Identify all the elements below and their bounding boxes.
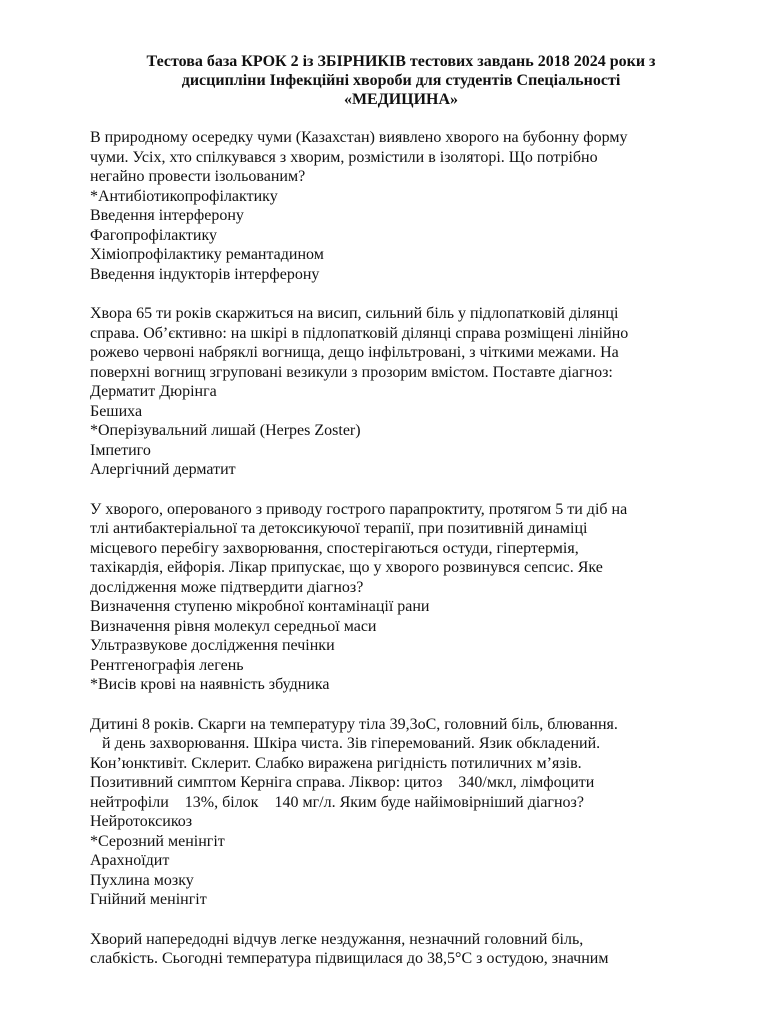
question-text-line: нейтрофіли 13%, білок 140 мг/л. Яким буде найімовірніший діагноз?	[90, 793, 584, 811]
answer-option: Фагопрофілактику	[90, 226, 218, 244]
question-text-line: Кон’юнктивіт. Склерит. Слабко виражена ригідність потиличних м’язів.	[90, 754, 582, 772]
question-block	[90, 304, 712, 480]
answer-option: Введення індукторів інтерферону	[90, 265, 320, 283]
answer-option: Визначення рівня молекул середньої маси	[90, 617, 377, 635]
question-text	[90, 304, 712, 382]
question-text-line: У хворого, оперованого з приводу гострого парапроктиту, протягом 5 ти діб на	[90, 500, 628, 518]
answer-option: Ультразвукове дослідження печінки	[90, 637, 335, 654]
question-text-line: Хвора 65 ти років скаржиться на висип, сильний біль у підлопатковій ділянці	[90, 305, 619, 322]
question-text-line: тлі антибактеріальної та детоксикуючої терапії, при позитивній динаміці	[90, 520, 588, 537]
answer-option: *Антибіотикопрофілактику	[90, 187, 278, 205]
answer-option: Дерматит Дюрінга	[90, 383, 217, 400]
title-line: «МЕДИЦИНА»	[343, 91, 459, 108]
question-text-line: Хворий напередодні відчув легке нездужання, незначний головний біль,	[90, 930, 584, 948]
question-text-line: В природному осередку чуми (Казахстан) виявлено хворого на бубонну форму	[90, 129, 628, 146]
answer-option: Алергічний дерматит	[90, 461, 236, 478]
document-title	[86, 52, 716, 109]
question-block	[90, 128, 712, 284]
answer-option: *Оперізувальний лишай (Herpes Zoster)	[90, 422, 361, 439]
question-text	[90, 715, 712, 813]
answer-option: Визначення ступеню мікробної контамінації рани	[90, 598, 430, 615]
answer-option: Бешиха	[90, 402, 143, 420]
question-text-line: чуми. Усіх, хто спілкувався з хворим, розмістили в ізоляторі. Що потрібно	[90, 148, 598, 166]
answer-option: Рентгенографія легень	[90, 656, 244, 674]
title-line: Тестова база КРОК 2 із ЗБІРНИКІВ тестових завдань 2018 2024 роки з	[146, 53, 656, 70]
question-text-line: негайно провести ізольованим?	[90, 168, 306, 185]
answer-option: *Серозний менінгіт	[90, 832, 225, 850]
question-text-line: слабкість. Сьогодні температура підвищилася до 38,5°С з остудою, значним	[90, 950, 609, 967]
questions-list	[90, 128, 712, 969]
question-text-line: Позитивний симптом Керніга справа. Ліквор: цитоз 340/мкл, лімфоцити	[90, 774, 595, 791]
answer-option: Арахноїдит	[90, 852, 170, 869]
answer-option: Гнійний менінгіт	[90, 891, 207, 908]
question-block	[90, 930, 712, 969]
answer-option: Введення інтерферону	[90, 207, 244, 224]
answer-option: Імпетиго	[90, 441, 151, 459]
question-text-line: місцевого перебігу захворювання, спостерігаються остуди, гіпертермія,	[90, 539, 579, 557]
question-text	[90, 500, 712, 598]
question-text	[90, 930, 712, 969]
answer-option: Нейротоксикоз	[90, 813, 193, 830]
question-block	[90, 500, 712, 695]
question-text-line: поверхні вогнищ згруповані везикули з прозорим вмістом. Поставте діагноз:	[90, 363, 613, 381]
question-text-line: й день захворювання. Шкіра чиста. Зів гіперемований. Язик обкладений.	[90, 735, 601, 752]
answer-option: Хіміопрофілактику ремантадином	[90, 246, 324, 263]
question-text-line: тахікардія, ейфорія. Лікар припускає, що у хворого розвинувся сепсис. Яке	[90, 559, 603, 576]
question-text-line: рожево червоні набряклі вогнища, дещо інфільтровані, з чіткими межами. На	[90, 344, 619, 361]
answer-option: *Висів крові на наявність збудника	[90, 676, 330, 693]
question-block	[90, 715, 712, 910]
question-text-line: дослідження може підтвердити діагноз?	[90, 578, 364, 596]
question-text	[90, 128, 712, 187]
question-text-line: справа. Об’єктивно: на шкірі в підлопатковій ділянці справа розміщені лінійно	[90, 324, 629, 342]
answer-option: Пухлина мозку	[90, 871, 194, 889]
question-text-line: Дитині 8 років. Скарги на температуру тіла 39,3оС, головний біль, блювання.	[90, 715, 618, 733]
title-line: дисципліни Інфекційні хвороби для студентів Спеціальності	[181, 72, 621, 89]
